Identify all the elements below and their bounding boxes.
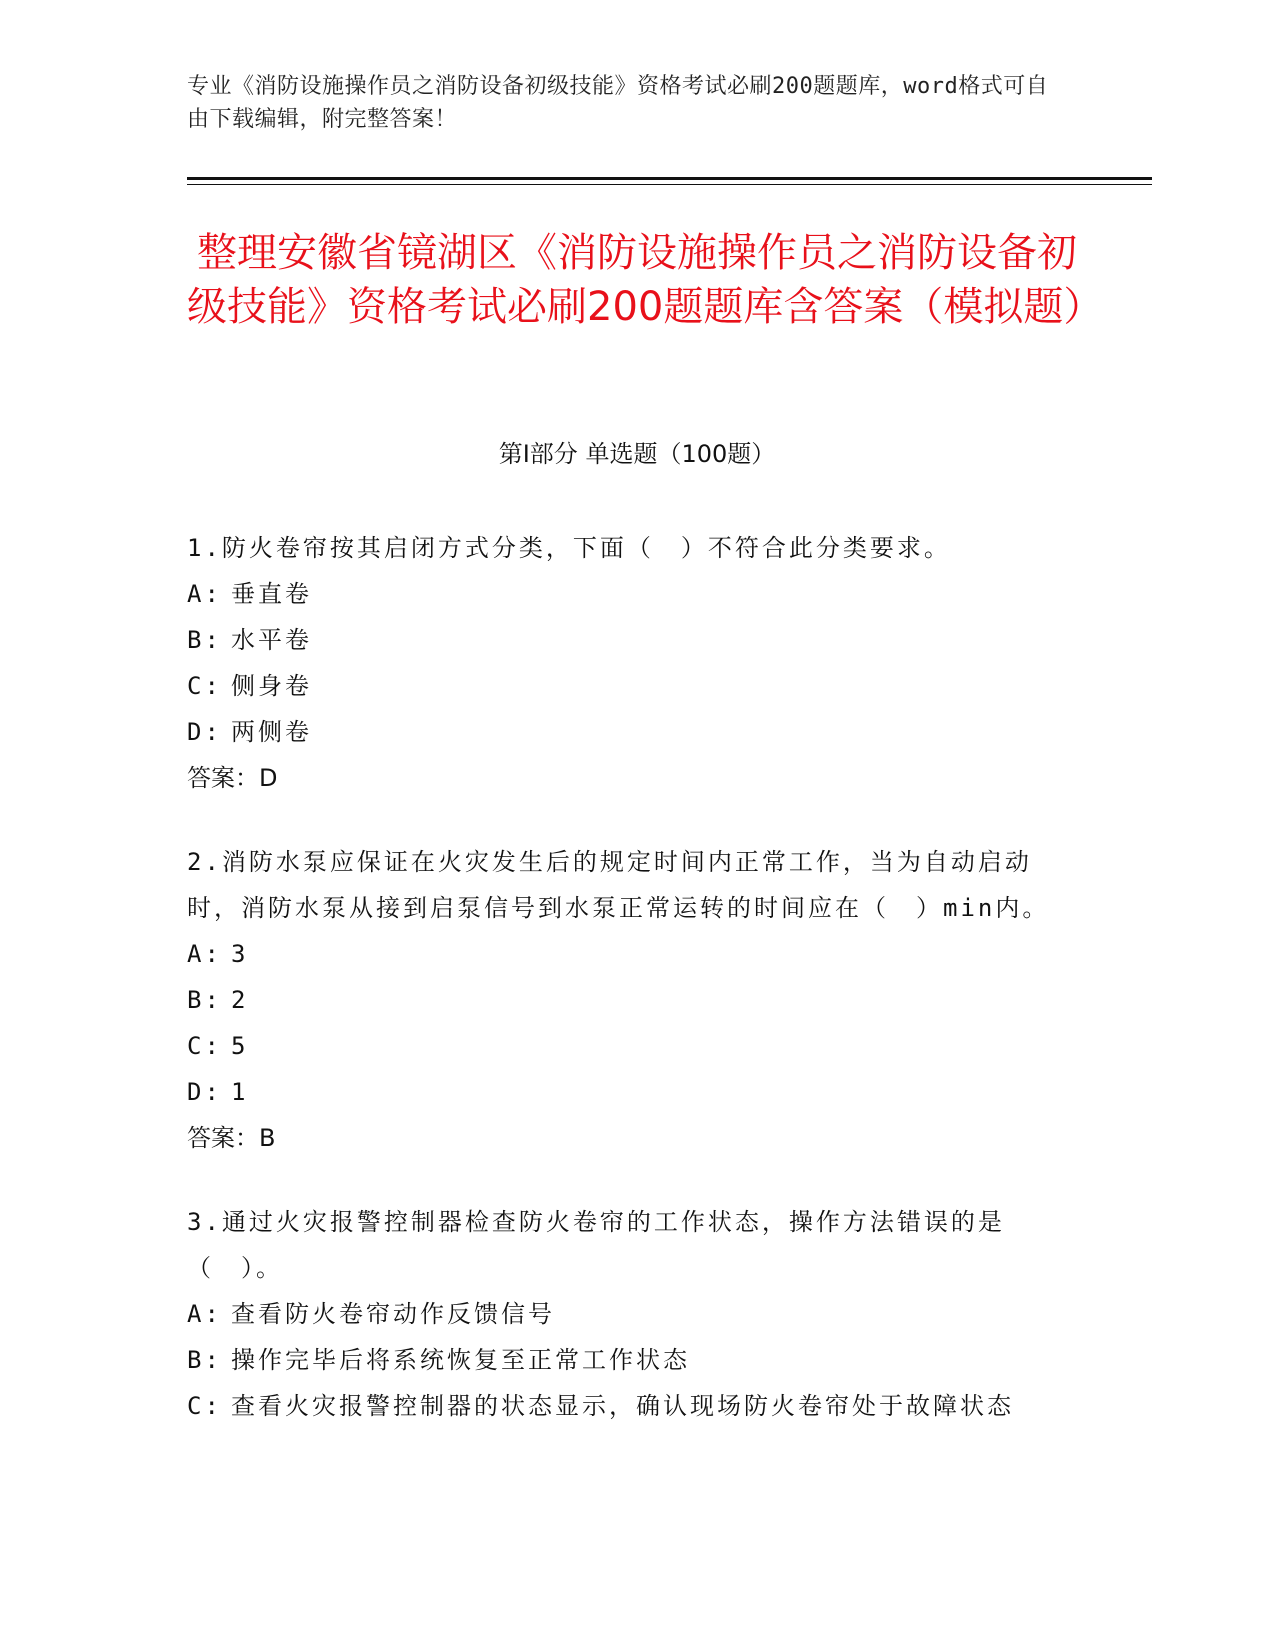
option-text: 5	[231, 1032, 249, 1060]
option-c	[187, 663, 1077, 709]
option-a	[187, 931, 1077, 977]
option-d	[187, 709, 1077, 755]
header-divider-thin	[187, 184, 1152, 185]
option-b	[187, 617, 1077, 663]
question-text: 2.消防水泵应保证在火灾发生后的规定时间内正常工作，当为自动启动时，消防水泵从接到启泵信号到水泵正常运转的时间应在（ ）min内。	[187, 848, 1050, 922]
option-a	[187, 1291, 1077, 1337]
option-key: D:	[187, 1078, 222, 1106]
option-text: 水平卷	[231, 626, 312, 654]
option-text: 垂直卷	[231, 580, 312, 608]
option-text: 两侧卷	[231, 718, 312, 746]
option-a	[187, 571, 1077, 617]
option-text: 查看火灾报警控制器的状态显示，确认现场防火卷帘处于故障状态	[231, 1392, 1014, 1420]
answer: 答案：B	[187, 1124, 276, 1152]
option-text: 侧身卷	[231, 672, 312, 700]
option-key: D:	[187, 718, 222, 746]
option-text: 查看防火卷帘动作反馈信号	[231, 1300, 555, 1328]
header-note: 专业《消防设施操作员之消防设备初级技能》资格考试必刷200题题库，word格式可自由下载编辑，附完整答案！	[187, 74, 1049, 132]
option-text: 操作完毕后将系统恢复至正常工作状态	[231, 1346, 690, 1374]
option-key: A:	[187, 940, 222, 968]
option-key: A:	[187, 580, 222, 608]
option-key: C:	[187, 1032, 222, 1060]
header-divider-thick	[187, 177, 1152, 180]
option-key: B:	[187, 626, 222, 654]
option-key: B:	[187, 1346, 222, 1374]
option-c	[187, 1023, 1077, 1069]
option-c	[187, 1383, 1077, 1429]
option-key: C:	[187, 1392, 222, 1420]
option-text: 3	[231, 940, 249, 968]
option-key: A:	[187, 1300, 222, 1328]
option-d	[187, 1069, 1077, 1115]
option-text: 1	[231, 1078, 249, 1106]
document-title: 整理安徽省镜湖区《消防设施操作员之消防设备初级技能》资格考试必刷200题题库含答案（模拟题）	[187, 230, 1104, 330]
section-heading: 第Ⅰ部分 单选题（100题）	[498, 440, 776, 468]
question-3	[187, 1199, 1077, 1429]
question-list	[187, 525, 1077, 1467]
option-key: B:	[187, 986, 222, 1014]
option-text: 2	[231, 986, 249, 1014]
question-1	[187, 525, 1077, 801]
option-b	[187, 1337, 1077, 1383]
question-text: 3.通过火灾报警控制器检查防火卷帘的工作状态，操作方法错误的是（ ）。	[187, 1208, 1005, 1282]
answer: 答案：D	[187, 764, 278, 792]
question-2	[187, 839, 1077, 1161]
option-b	[187, 977, 1077, 1023]
question-text: 1.防火卷帘按其启闭方式分类，下面（ ）不符合此分类要求。	[187, 534, 951, 562]
option-key: C:	[187, 672, 222, 700]
